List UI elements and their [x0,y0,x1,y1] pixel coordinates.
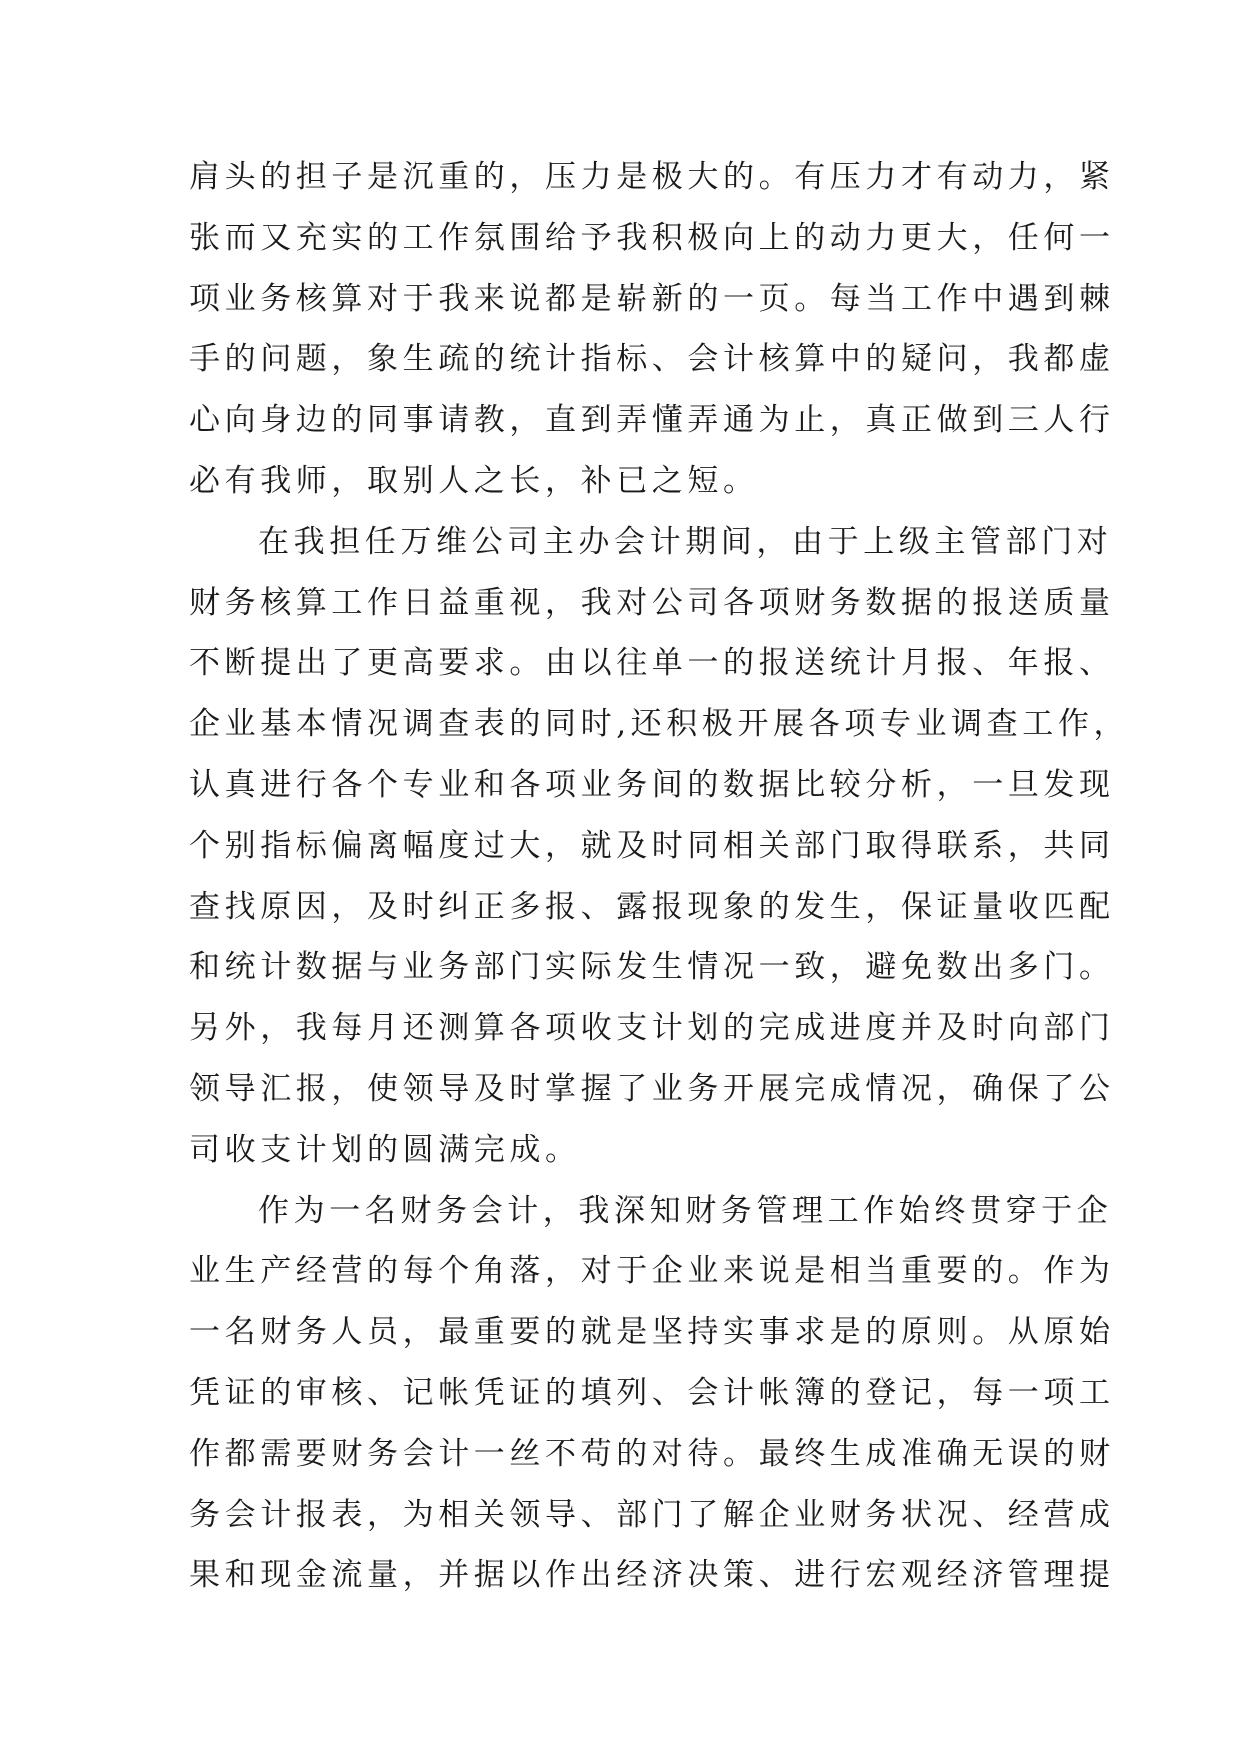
text-line-7: 在我担任万维公司主办会计期间，由于上级主管部门对 [258,523,1113,560]
text-line-16: 领导汇报，使领导及时掌握了业务开展完成情况，确保了公 [189,1070,1115,1107]
text-line-6: 必有我师，取别人之长，补已之短。 [189,462,759,499]
text-line-11: 认真进行各个专业和各项业务间的数据比较分析，一旦发现 [189,766,1115,803]
text-line-9: 不断提出了更高要求。由以往单一的报送统计月报、年报、 [189,645,1115,682]
text-line-14: 和统计数据与业务部门实际发生情况一致，避免数出多门。 [189,949,1115,986]
text-line-1: 肩头的担子是沉重的，压力是极大的。有压力才有动力，紧 [189,159,1115,195]
text-line-19: 业生产经营的每个角落，对于企业来说是相当重要的。作为 [189,1253,1115,1290]
text-line-22: 作都需要财务会计一丝不苟的对待。最终生成准确无误的财 [189,1435,1115,1472]
text-line-8: 财务核算工作日益重视，我对公司各项财务数据的报送质量 [189,584,1115,621]
text-line-15: 另外，我每月还测算各项收支计划的完成进度并及时向部门 [189,1010,1115,1047]
text-line-24: 果和现金流量，并据以作出经济决策、进行宏观经济管理提 [189,1557,1115,1594]
text-line-10: 企业基本情况调查表的同时,还积极开展各项专业调查工作， [189,706,1130,743]
text-line-13: 查找原因，及时纠正多报、露报现象的发生，保证量收匹配 [189,888,1115,925]
text-line-20: 一名财务人员，最重要的就是坚持实事求是的原则。从原始 [189,1314,1115,1351]
text-line-21: 凭证的审核、记帐凭证的填列、会计帐簿的登记，每一项工 [189,1374,1115,1411]
body-text [189,147,1130,1606]
text-line-23: 务会计报表，为相关领导、部门了解企业财务状况、经营成 [189,1496,1115,1533]
text-line-17: 司收支计划的圆满完成。 [189,1131,581,1168]
text-line-4: 手的问题，象生疏的统计指标、会计核算中的疑问，我都虚 [189,341,1115,378]
text-line-2: 张而又充实的工作氛围给予我积极向上的动力更大，任何一 [189,219,1115,256]
text-line-18: 作为一名财务会计，我深知财务管理工作始终贯穿于企 [258,1192,1113,1229]
text-line-12: 个别指标偏离幅度过大，就及时同相关部门取得联系，共同 [189,827,1115,864]
text-line-5: 心向身边的同事请教，直到弄懂弄通为止，真正做到三人行 [189,402,1115,439]
text-line-3: 项业务核算对于我来说都是崭新的一页。每当工作中遇到棘 [189,280,1115,317]
